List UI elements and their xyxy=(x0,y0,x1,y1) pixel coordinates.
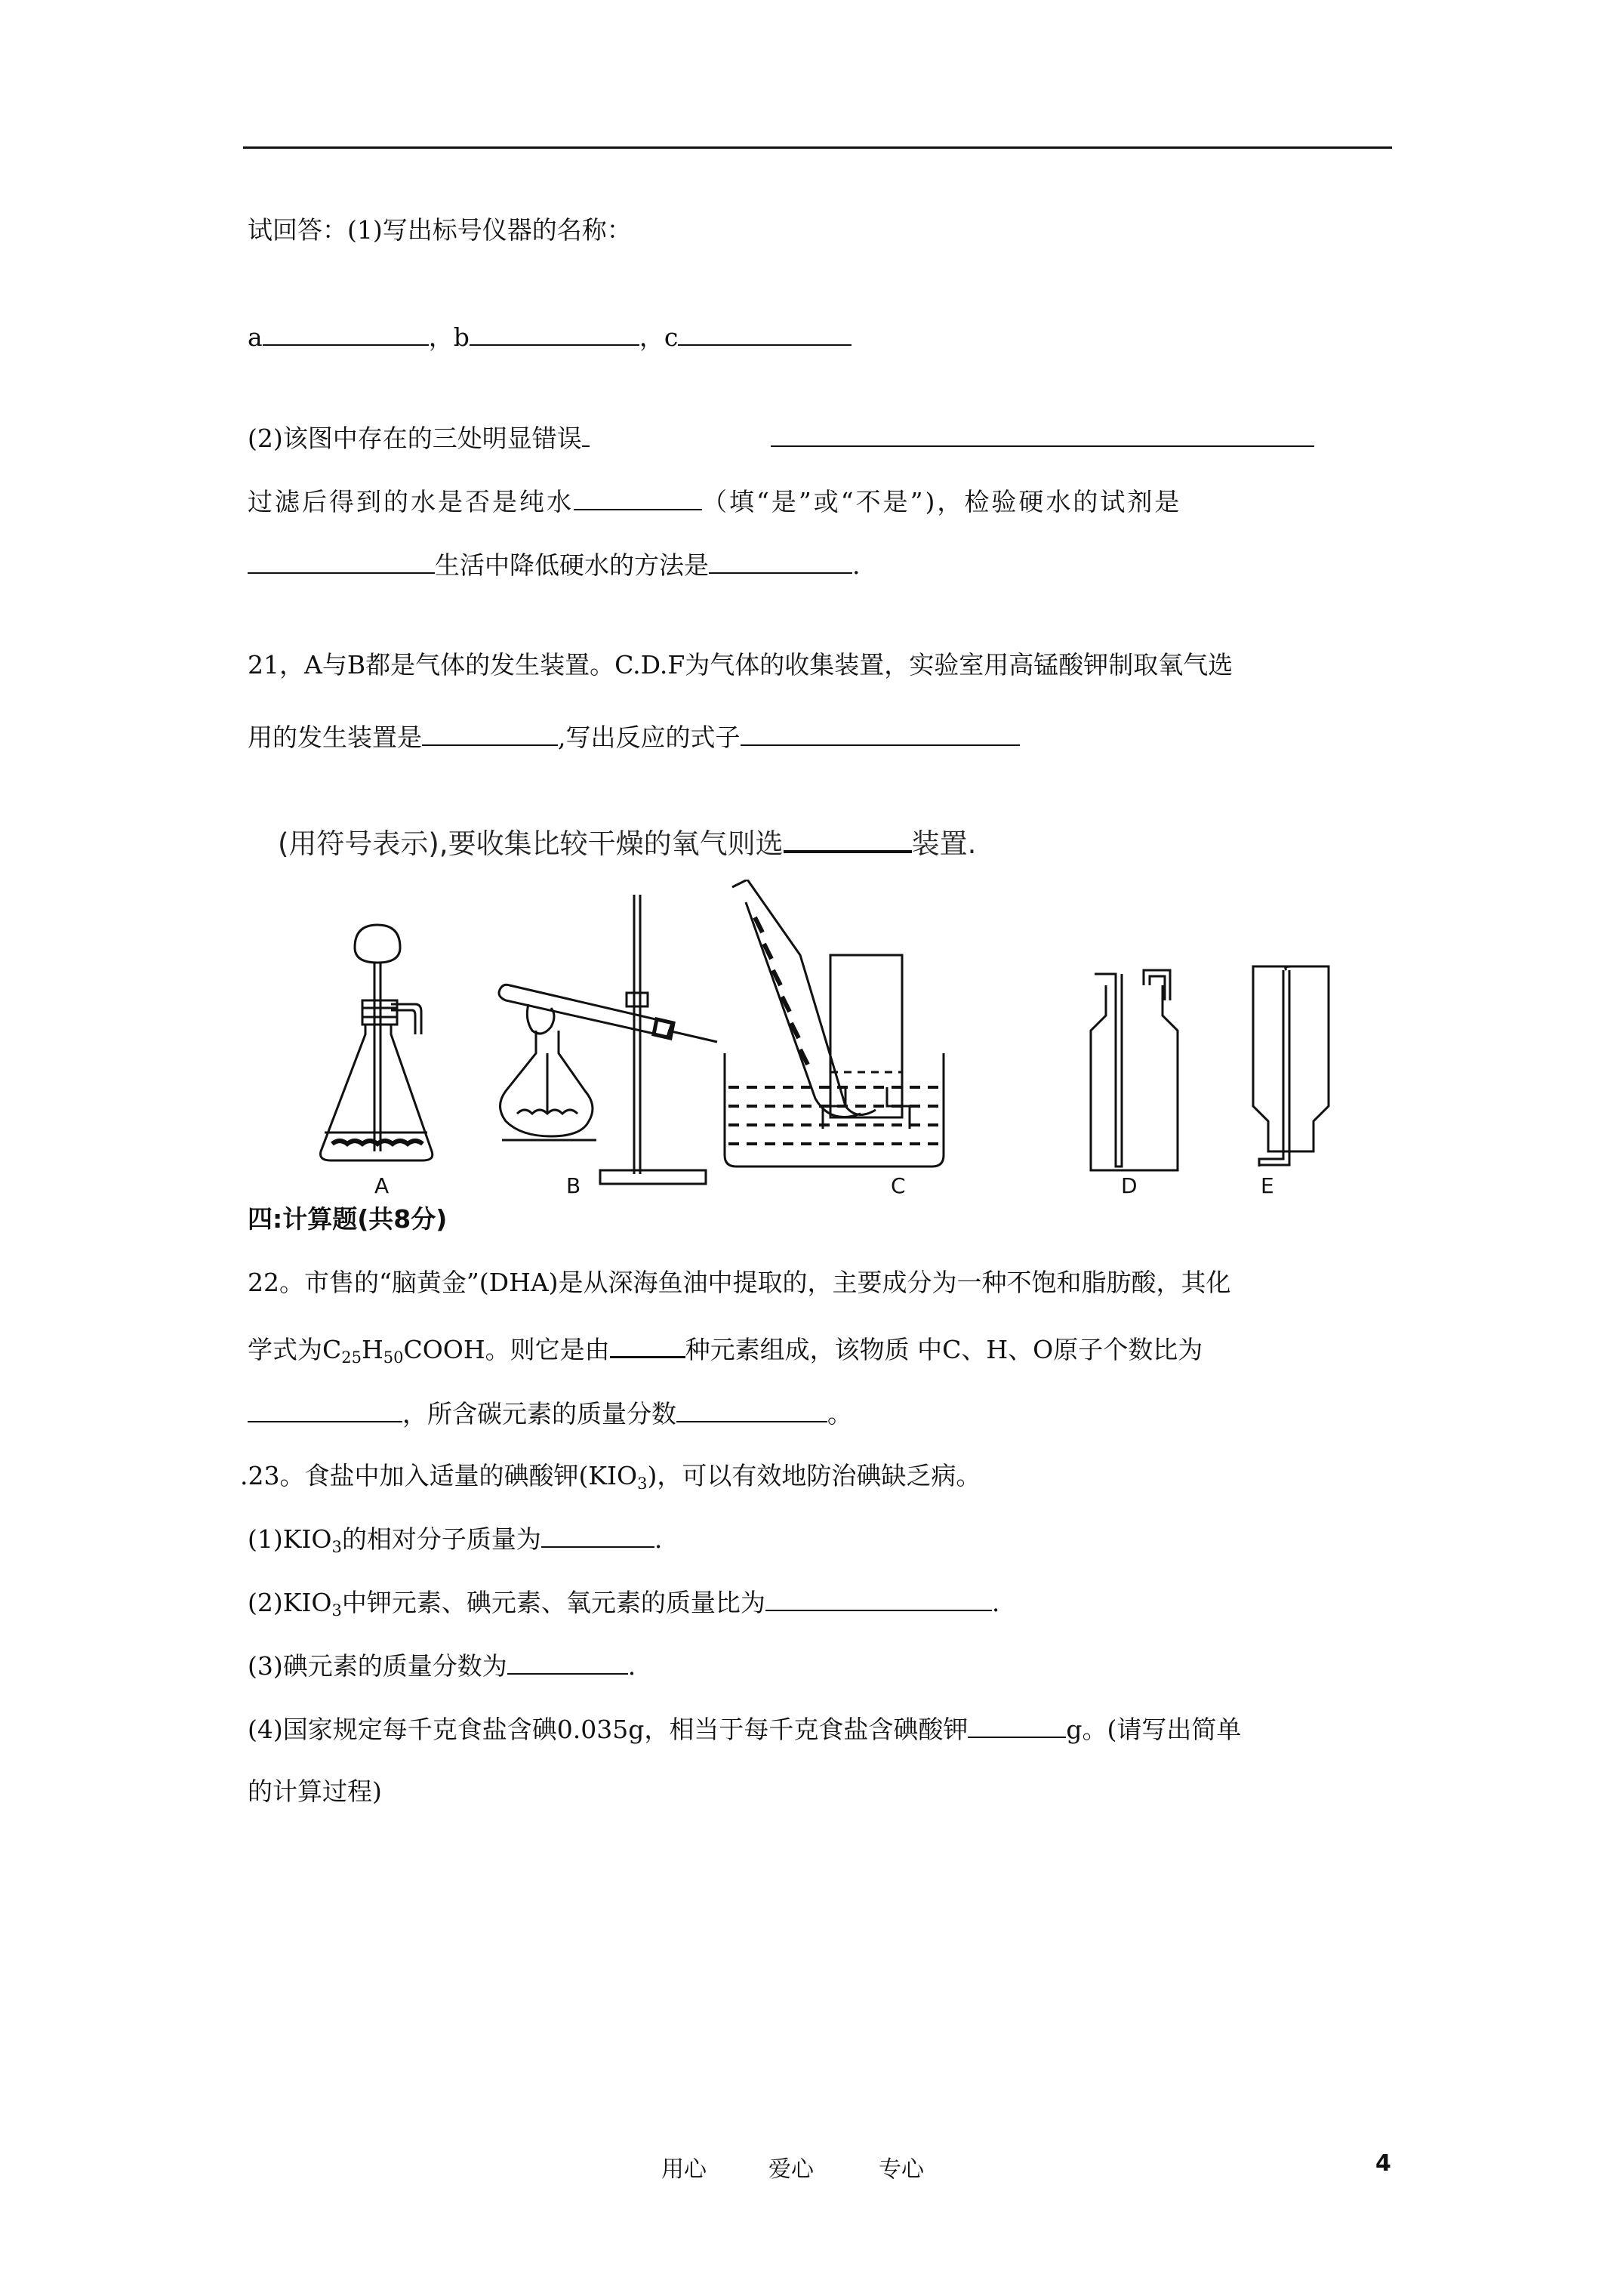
label-a: A xyxy=(374,1173,390,1197)
q23-p3-b: . xyxy=(627,1651,636,1681)
q23-p1-c: . xyxy=(654,1524,663,1554)
blank-c[interactable] xyxy=(678,319,852,346)
blank-molar-mass[interactable] xyxy=(541,1521,654,1548)
q21-caption xyxy=(278,820,976,863)
blank-errors-2[interactable] xyxy=(771,420,1314,447)
blank-a[interactable] xyxy=(263,319,429,346)
q20-line2 xyxy=(248,319,852,355)
q23-part4-line2 xyxy=(248,1774,382,1809)
apparatus-c xyxy=(725,880,944,1166)
blank-soften[interactable] xyxy=(709,547,852,574)
q23-p2-sub: 3 xyxy=(331,1601,342,1620)
q20-line5-period: . xyxy=(852,550,861,580)
q23-part4 xyxy=(248,1711,1241,1747)
section4-heading xyxy=(248,1202,447,1237)
section4-text: 四:计算题(共8分) xyxy=(248,1204,448,1234)
q20-b-label: ，b xyxy=(428,322,470,352)
q23-p3-a: (3)碘元素的质量分数为 xyxy=(248,1651,507,1681)
header-rule xyxy=(243,146,1392,149)
blank-element-count[interactable] xyxy=(610,1330,685,1358)
q20-line1 xyxy=(248,213,632,248)
q20-line5 xyxy=(248,547,861,583)
blank-carbon-fraction[interactable] xyxy=(676,1395,827,1422)
q20-errors-label: (2)该图中存在的三处明显错误 xyxy=(248,424,582,453)
q20-a-label: a xyxy=(248,322,263,352)
q23-line1-b: )，可以有效地防治碘缺乏病。 xyxy=(647,1461,981,1490)
q23-line1-sub: 3 xyxy=(637,1475,648,1493)
q20-hard-water-label: （填“是”或“不是”)，检验硬水的试剂是 xyxy=(702,487,1182,516)
q21-line1-text: 21，A与B都是气体的发生装置。C.D.F为气体的收集装置，实验室用高锰酸钾制取氧气选 xyxy=(248,650,1233,680)
label-c: C xyxy=(891,1173,906,1197)
q21-caption-end: 装置. xyxy=(911,827,977,860)
q23-p2-c: . xyxy=(991,1588,1000,1617)
q22-line1-text: 22。市售的“脑黄金”(DHA)是从深海鱼油中提取的，主要成分为一种不饱和脂肪酸，其化 xyxy=(248,1268,1231,1297)
q23-p1-a: (1)KIO xyxy=(248,1524,332,1554)
q23-part1 xyxy=(248,1521,662,1564)
q22-carbon-label: ，所含碳元素的质量分数 xyxy=(402,1399,676,1428)
q20-line4 xyxy=(248,483,1181,519)
q22-formula-c: COOH。则它是由 xyxy=(403,1335,610,1364)
q20-line3 xyxy=(248,420,1314,456)
q23-p1-b: 的相对分子质量为 xyxy=(341,1524,541,1554)
label-b: B xyxy=(566,1173,581,1197)
blank-equation[interactable] xyxy=(741,719,1020,746)
q22-formula-a: 学式为C xyxy=(248,1335,342,1364)
q23-part3 xyxy=(248,1647,636,1684)
q21-line1 xyxy=(248,648,1233,683)
label-e: E xyxy=(1261,1173,1274,1197)
blank-atom-ratio[interactable] xyxy=(248,1395,402,1422)
blank-reagent[interactable] xyxy=(248,547,435,574)
blank-pure-water[interactable] xyxy=(574,483,702,510)
footer-item-3: 专心 xyxy=(879,2156,924,2183)
q21-generator-label: 用的发生装置是 xyxy=(248,723,422,752)
q22-sub-25: 25 xyxy=(341,1348,362,1367)
q23-line1 xyxy=(240,1459,981,1501)
blank-generator[interactable] xyxy=(422,719,558,746)
blank-mass-ratio[interactable] xyxy=(765,1584,992,1611)
q23-p4-a: (4)国家规定每千克食盐含碘0.035g，相当于每千克食盐含碘酸钾 xyxy=(248,1715,969,1744)
q22-formula-h: H xyxy=(361,1335,383,1364)
q21-line2 xyxy=(248,719,1020,755)
q20-line1-text: 试回答：(1)写出标号仪器的名称： xyxy=(248,215,632,245)
apparatus-figure xyxy=(302,880,1336,1197)
q23-p2-a: (2)KIO xyxy=(248,1588,332,1617)
q22-line3 xyxy=(248,1395,852,1432)
q22-sub-50: 50 xyxy=(383,1348,404,1367)
blank-errors-1[interactable] xyxy=(582,420,590,447)
footer-item-2: 爱心 xyxy=(768,2156,814,2183)
q23-p2-b: 中钾元素、碘元素、氧元素的质量比为 xyxy=(341,1588,765,1617)
q23-part2 xyxy=(248,1584,999,1628)
label-d: D xyxy=(1121,1173,1138,1197)
blank-dry-collect[interactable] xyxy=(784,820,912,853)
q22-line1 xyxy=(248,1265,1231,1300)
footer-item-1: 用心 xyxy=(661,2156,707,2183)
q23-p1-sub: 3 xyxy=(331,1538,342,1556)
q20-c-label: ，c xyxy=(639,322,679,352)
q23-line1-a: .23。食盐中加入适量的碘酸钾(KIO xyxy=(240,1461,638,1490)
q22-ratio-label: 种元素组成，该物质 中C、H、O原子个数比为 xyxy=(685,1335,1203,1364)
blank-b[interactable] xyxy=(470,319,639,346)
q23-p4-b: g。(请写出简单 xyxy=(1066,1715,1242,1744)
q23-p4-c: 的计算过程) xyxy=(248,1777,382,1806)
blank-kio3-mass[interactable] xyxy=(968,1711,1066,1738)
q22-line2 xyxy=(248,1330,1203,1375)
apparatus-a xyxy=(321,925,433,1160)
q21-caption-text: (用符号表示),要收集比较干燥的氧气则选 xyxy=(278,827,784,860)
q22-line3-end: 。 xyxy=(827,1399,852,1428)
apparatus-e xyxy=(1253,966,1329,1166)
apparatus-d xyxy=(1091,970,1178,1170)
q20-soften-label: 生活中降低硬水的方法是 xyxy=(435,550,709,580)
apparatus-b xyxy=(499,895,717,1184)
page-number: 4 xyxy=(1375,2150,1391,2177)
blank-iodine-fraction[interactable] xyxy=(507,1647,628,1675)
q21-equation-label: ,写出反应的式子 xyxy=(558,723,741,752)
q20-pure-water-label: 过滤后得到的水是否是纯水 xyxy=(248,487,574,516)
